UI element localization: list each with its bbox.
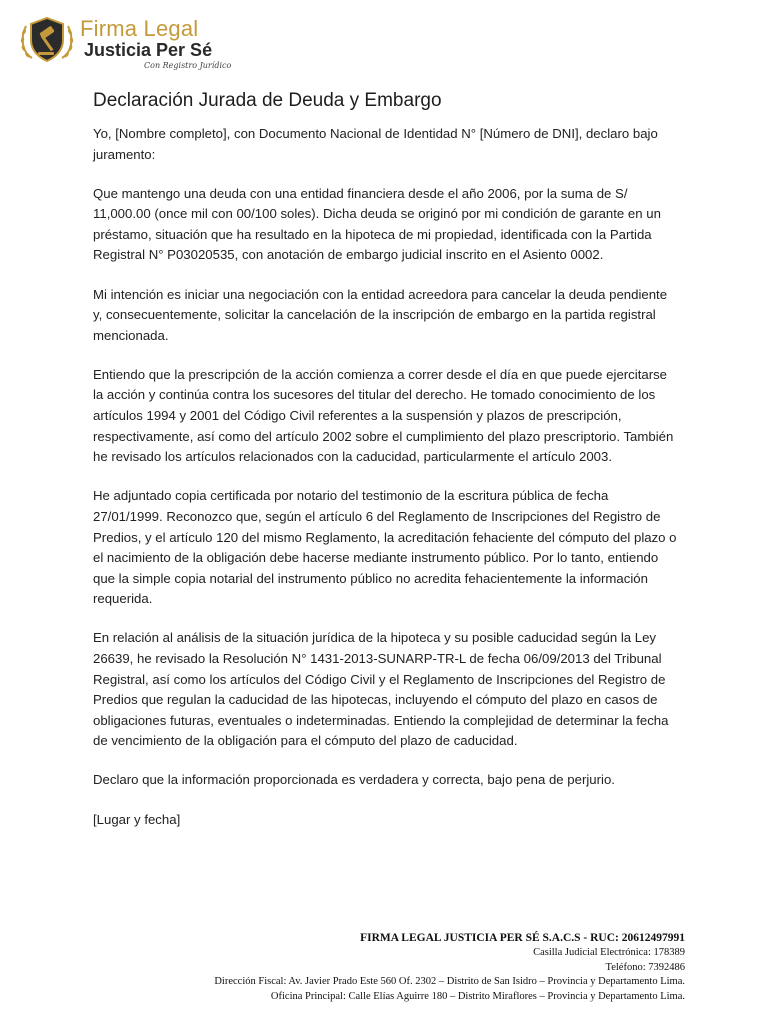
paragraph-declarant: Yo, [Nombre completo], con Documento Nacional de Identidad N° [Número de DNI], declaro bajo juramento: xyxy=(93,126,658,162)
paragraph-attachment: He adjuntado copia certificada por notario del testimonio de la escritura pública de fecha 27/01/1999. Reconozco que, según el artículo 6 del Reglamento de Inscripciones del Registro de Predios, y el artículo 120 del mismo Reglamento, la acreditación fehaciente del cómputo del plazo o el nacimiento de la obligación debe hacerse mediante instrumento público. Por lo tanto, entiendo que la simple copia notarial del instrumento público no acredita fehacientemente la información requerida. xyxy=(93,488,677,607)
letterhead-footer xyxy=(214,931,685,1005)
paragraph-place-date: [Lugar y fecha] xyxy=(93,811,181,827)
footer-oficina-principal: Oficina Principal: Calle Elías Aguirre 180 – Distrito Miraflores – Provincia y Departamento Lima. xyxy=(270,991,685,1003)
paragraph-prescription: Entiendo que la prescripción de la acción comienza a correr desde el día en que puede ejercitarse la acción y continúa contra los sucesores del titular del derecho. He tomado conocimiento de los artículos 1994 y 2001 del Código Civil referentes a la suspensión y plazos de prescripción, respectivamente, así como del artículo 2002 sobre el cumplimiento del plazo prescriptorio. También he revisado los artículos relacionados con la caducidad, particularmente el artículo 2003. xyxy=(93,366,674,465)
paragraph-oath: Declaro que la información proporcionada es verdadera y correcta, bajo pena de perjurio. xyxy=(93,772,615,788)
brand-subtitle: Justicia Per Sé xyxy=(84,40,213,60)
brand-name: Firma Legal xyxy=(80,16,199,41)
gavel-shield-laurel-icon xyxy=(18,14,76,64)
document-title: Declaración Jurada de Deuda y Embargo xyxy=(93,90,442,111)
brand-tagline: Con Registro Jurídico xyxy=(144,61,232,70)
document-body xyxy=(93,124,678,849)
footer-direccion-fiscal: Dirección Fiscal: Av. Javier Prado Este 560 Of. 2302 – Distrito de San Isidro – Provincia y Departamento Lima. xyxy=(214,976,685,988)
footer-company: FIRMA LEGAL JUSTICIA PER SÉ S.A.C.S - RUC: 20612497991 xyxy=(360,932,685,944)
paragraph-debt: Que mantengo una deuda con una entidad financiera desde el año 2006, por la suma de S/ 11,000.00 (once mil con 00/100 soles). Dicha deuda se originó por mi condición de garante en un préstamo, situación que ha resultado en la hipoteca de mi propiedad, identificada con la Partida Registral N° P03020535, con anotación de embargo judicial inscrito en el Asiento 0002. xyxy=(93,185,661,263)
paragraph-intention: Mi intención es iniciar una negociación con la entidad acreedora para cancelar la deuda pendiente y, consecuentemente, solicitar la cancelación de la inscripción de embargo en la partida registral mencionada. xyxy=(93,286,668,343)
letterhead xyxy=(18,14,278,76)
paragraph-expiration-analysis: En relación al análisis de la situación jurídica de la hipoteca y su posible caducidad según la Ley 26639, he revisado la Resolución N° 1431-2013-SUNARP-TR-L de fecha 06/09/2013 del Tribunal Registral, así como los artículos del Código Civil y el Reglamento de Inscripciones del Registro de Predios que regulan la caducidad de las hipotecas, incluyendo el cómputo del plazo en casos de obligaciones futuras, eventuales o indeterminadas. Entiendo la complejidad de determinar la fecha de vencimiento de la obligación para el cómputo del plazo de caducidad. xyxy=(93,630,669,749)
footer-casilla: Casilla Judicial Electrónica: 178389 xyxy=(533,946,685,958)
footer-telefono: Teléfono: 7392486 xyxy=(605,961,685,973)
